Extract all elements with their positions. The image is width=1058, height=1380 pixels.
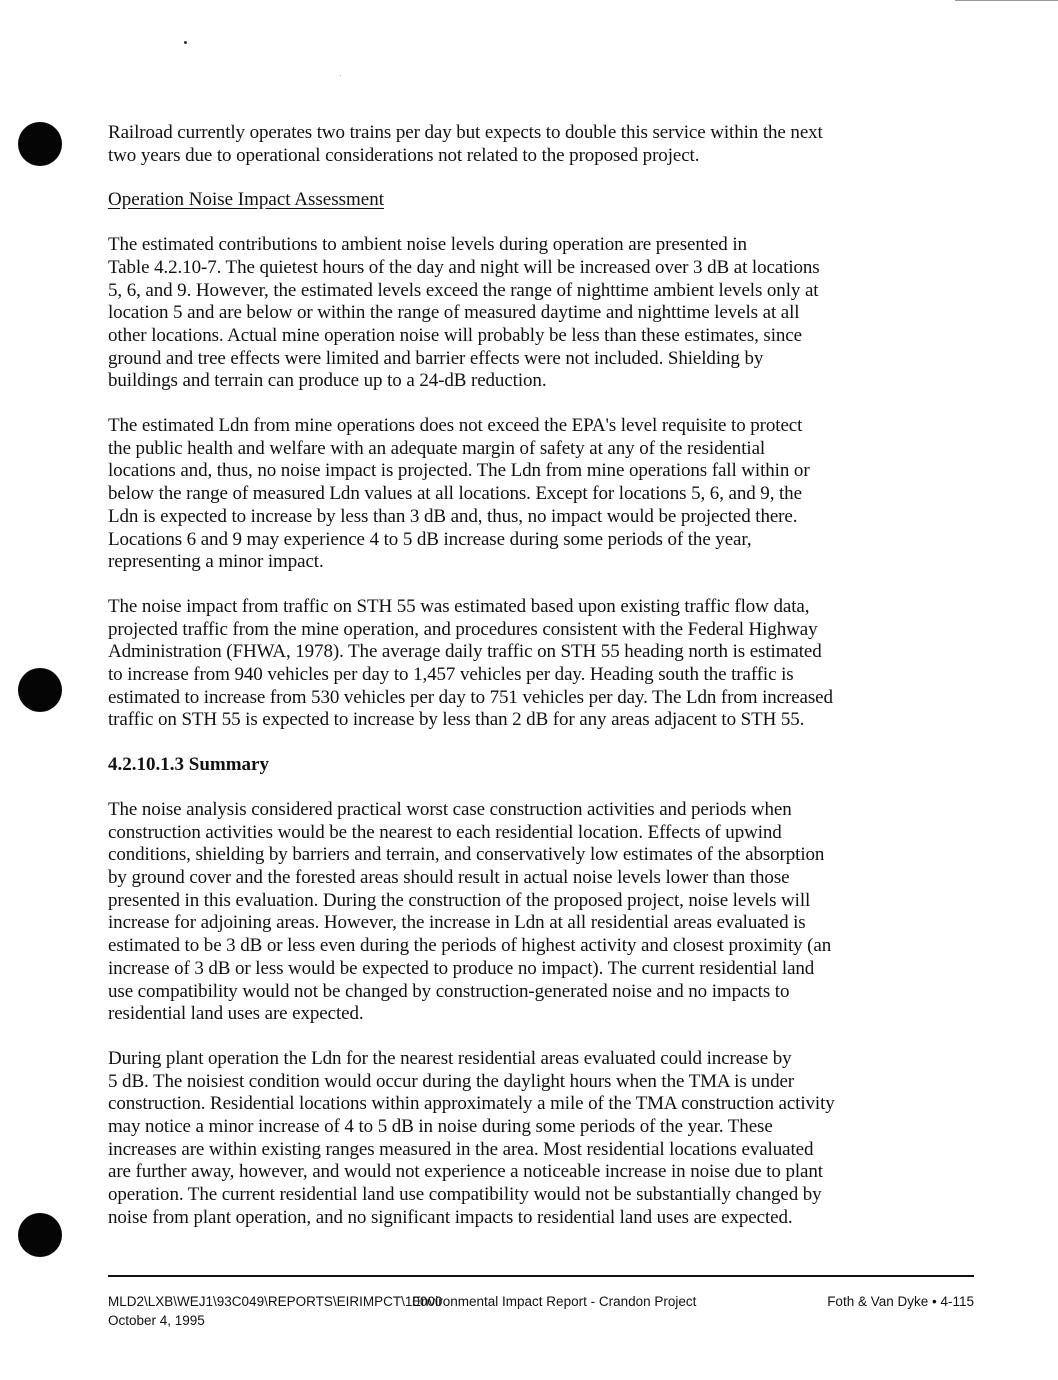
subheading-operation-noise-impact: Operation Noise Impact Assessment [108,189,384,211]
punch-hole-middle [18,668,62,712]
paragraph-ldn-mine-operations: The estimated Ldn from mine operations does not exceed the EPA's level requisite to protect the public health and welfare with an adequate margin of safety at any of the residential locations and, thus, no noise impact is projected. The Ldn from mine operations fall within or below the range of measured Ldn values at all locations. Except for locations 5, 6, and 9, the Ldn is expected to increase by less than 3 dB and, thus, no impact would be projected there. Locations 6 and 9 may experience 4 to 5 dB increase during some periods of the year, representing a minor impact. [108,415,810,573]
footer-file-path: MLD2\LXB\WEJ1\93C049\REPORTS\EIRIMPCT\10000 [108,1294,443,1309]
punch-hole-bottom [18,1213,62,1257]
footer-firm-page-number: Foth & Van Dyke • 4-115 [827,1294,974,1309]
footer-date: October 4, 1995 [108,1313,205,1328]
punch-hole-top [18,122,62,166]
paragraph-traffic-sth55: The noise impact from traffic on STH 55 was estimated based upon existing traffic flow data, projected traffic from the mine operation, and procedures consistent with the Federal Highway Administration (FHWA, 1978). The average daily traffic on STH 55 heading north is estimated to increase from 940 vehicles per day to 1,457 vehicles per day. Heading south the traffic is estimated to increase from 530 vehicles per day to 751 vehicles per day. The Ldn from increased traffic on STH 55 is expected to increase by less than 2 dB for any areas adjacent to STH 55. [108,595,833,731]
document-body [108,120,958,1230]
paragraph-estimated-contributions: The estimated contributions to ambient noise levels during operation are presented in Table 4.2.10-7. The quietest hours of the day and night will be increased over 3 dB at locations 5, 6, and 9. However, the estimated levels exceed the range of nighttime ambient levels only at location 5 and are below or within the range of measured daytime and nighttime levels at all other locations. Actual mine operation noise will probably be less than these estimates, since ground and tree effects were limited and barrier effects were not included. Shielding by buildings and terrain can produce up to a 24-dB reduction. [108,234,820,392]
paragraph-summary-operation: During plant operation the Ldn for the nearest residential areas evaluated could increase by 5 dB. The noisiest condition would occur during the daylight hours when the TMA is under construction. Residential locations within approximately a mile of the TMA construction activity may notice a minor increase of 4 to 5 dB in noise during some periods of the year. These increases are within existing ranges measured in the area. Most residential locations evaluated are further away, however, and would not experience a noticeable increase in noise due to plant operation. The current residential land use compatibility would not be substantially changed by noise from plant operation, and no significant impacts to residential land uses are expected. [108,1047,835,1228]
section-heading-summary: 4.2.10.1.3 Summary [108,754,269,776]
scan-edge-line [955,0,1058,1]
paragraph-railroad-intro: Railroad currently operates two trains per day but expects to double this service within the next two years due to operational considerations not related to the proposed project. [108,122,823,166]
footer-report-title: Environmental Impact Report - Crandon Project [412,1294,697,1309]
footer-rule [108,1275,974,1277]
scan-speck [340,75,341,76]
scan-speck [184,41,187,44]
paragraph-summary-construction: The noise analysis considered practical worst case construction activities and periods when construction activities would be the nearest to each residential location. Effects of upwind conditions, shielding by barriers and terrain, and conservatively low estimates of the absorption by ground cover and the forested areas should result in actual noise levels lower than those presented in this evaluation. During the construction of the proposed project, noise levels will increase for adjoining areas. However, the increase in Ldn at all residential areas evaluated is estimated to be 3 dB or less even during the periods of highest activity and closest proximity (an increase of 3 dB or less would be expected to produce no impact). The current residential land use compatibility would not be changed by construction-generated noise and no impacts to residential land uses are expected. [108,798,832,1025]
